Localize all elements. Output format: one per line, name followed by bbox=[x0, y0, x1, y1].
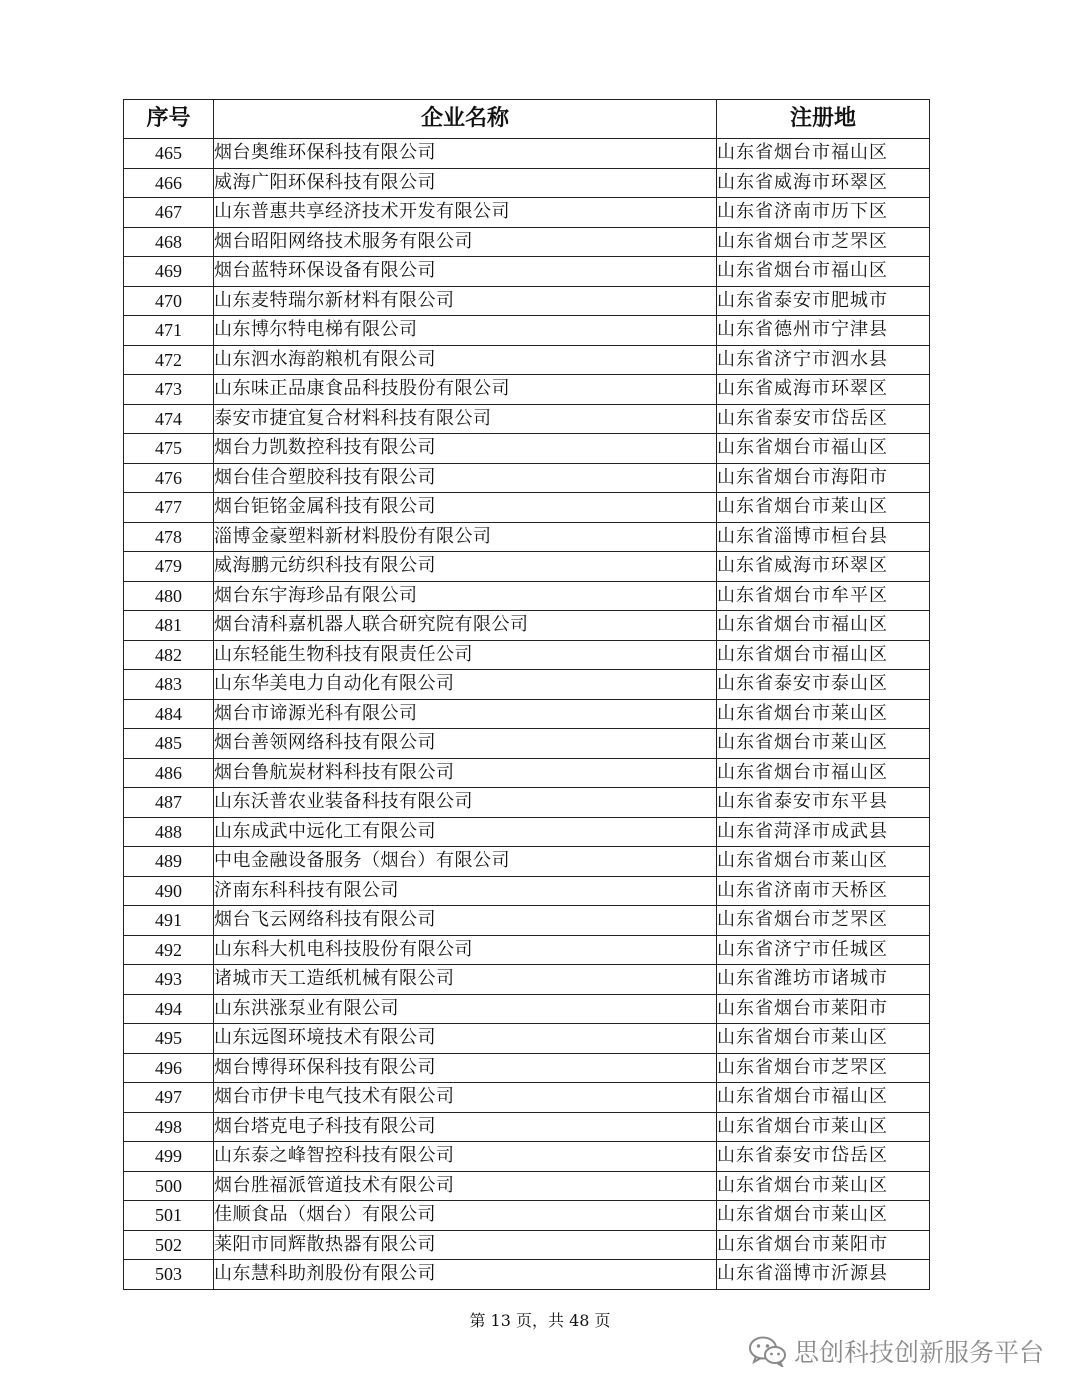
registered-location-cell: 山东省烟台市莱山区 bbox=[717, 729, 930, 759]
company-name-cell: 诸城市天工造纸机械有限公司 bbox=[214, 965, 717, 995]
company-name-cell: 山东麦特瑞尔新材料有限公司 bbox=[214, 286, 717, 316]
table-row bbox=[124, 640, 930, 670]
registered-location-cell: 山东省烟台市莱山区 bbox=[717, 847, 930, 877]
registered-location-cell: 山东省济南市天桥区 bbox=[717, 876, 930, 906]
registered-location-cell: 山东省烟台市莱阳市 bbox=[717, 1230, 930, 1260]
table-row bbox=[124, 1112, 930, 1142]
table-row bbox=[124, 670, 930, 700]
company-name-cell: 山东洪涨泵业有限公司 bbox=[214, 994, 717, 1024]
registered-location-cell: 山东省泰安市东平县 bbox=[717, 788, 930, 818]
serial-cell: 503 bbox=[124, 1260, 214, 1290]
table-row bbox=[124, 552, 930, 582]
table-row bbox=[124, 1171, 930, 1201]
table-row bbox=[124, 906, 930, 936]
serial-cell: 467 bbox=[124, 198, 214, 228]
registered-location-cell: 山东省烟台市莱阳市 bbox=[717, 994, 930, 1024]
serial-cell: 478 bbox=[124, 522, 214, 552]
registered-location-cell: 山东省烟台市莱山区 bbox=[717, 493, 930, 523]
registered-location-cell: 山东省济南市历下区 bbox=[717, 198, 930, 228]
serial-cell: 488 bbox=[124, 817, 214, 847]
serial-cell: 466 bbox=[124, 168, 214, 198]
company-name-cell: 山东泗水海韵粮机有限公司 bbox=[214, 345, 717, 375]
table-row bbox=[124, 1053, 930, 1083]
company-name-cell: 佳顺食品（烟台）有限公司 bbox=[214, 1201, 717, 1231]
table-row bbox=[124, 994, 930, 1024]
company-name-cell: 烟台钜铭金属科技有限公司 bbox=[214, 493, 717, 523]
registered-location-cell: 山东省烟台市牟平区 bbox=[717, 581, 930, 611]
enterprise-table bbox=[123, 99, 930, 1290]
serial-cell: 496 bbox=[124, 1053, 214, 1083]
registered-location-cell: 山东省烟台市莱山区 bbox=[717, 1171, 930, 1201]
registered-location-cell: 山东省泰安市泰山区 bbox=[717, 670, 930, 700]
serial-cell: 486 bbox=[124, 758, 214, 788]
registered-location-cell: 山东省潍坊市诸城市 bbox=[717, 965, 930, 995]
registered-location-cell: 山东省烟台市莱山区 bbox=[717, 1112, 930, 1142]
table-row bbox=[124, 581, 930, 611]
registered-location-cell: 山东省烟台市莱山区 bbox=[717, 1024, 930, 1054]
serial-cell: 477 bbox=[124, 493, 214, 523]
serial-cell: 472 bbox=[124, 345, 214, 375]
company-name-cell: 济南东科科技有限公司 bbox=[214, 876, 717, 906]
serial-cell: 502 bbox=[124, 1230, 214, 1260]
page-number: 第 13 页，共 48 页 bbox=[469, 1311, 611, 1330]
table-row bbox=[124, 788, 930, 818]
registered-location-cell: 山东省烟台市福山区 bbox=[717, 611, 930, 641]
company-name-cell: 烟台清科嘉机器人联合研究院有限公司 bbox=[214, 611, 717, 641]
company-name-cell: 烟台塔克电子科技有限公司 bbox=[214, 1112, 717, 1142]
company-name-cell: 淄博金豪塑料新材料股份有限公司 bbox=[214, 522, 717, 552]
registered-location-cell: 山东省淄博市桓台县 bbox=[717, 522, 930, 552]
company-name-cell: 烟台胜福派管道技术有限公司 bbox=[214, 1171, 717, 1201]
header-company-name: 企业名称 bbox=[214, 100, 717, 139]
registered-location-cell: 山东省烟台市芝罘区 bbox=[717, 906, 930, 936]
table-row bbox=[124, 493, 930, 523]
registered-location-cell: 山东省烟台市福山区 bbox=[717, 434, 930, 464]
serial-cell: 485 bbox=[124, 729, 214, 759]
serial-cell: 479 bbox=[124, 552, 214, 582]
table-row bbox=[124, 729, 930, 759]
table-row bbox=[124, 316, 930, 346]
company-name-cell: 烟台佳合塑胶科技有限公司 bbox=[214, 463, 717, 493]
table-row bbox=[124, 1024, 930, 1054]
table-row bbox=[124, 1260, 930, 1290]
company-name-cell: 威海鹏元纺织科技有限公司 bbox=[214, 552, 717, 582]
registered-location-cell: 山东省烟台市福山区 bbox=[717, 257, 930, 287]
table-row bbox=[124, 375, 930, 405]
serial-cell: 484 bbox=[124, 699, 214, 729]
registered-location-cell: 山东省淄博市沂源县 bbox=[717, 1260, 930, 1290]
serial-cell: 501 bbox=[124, 1201, 214, 1231]
company-name-cell: 烟台昭阳网络技术服务有限公司 bbox=[214, 227, 717, 257]
registered-location-cell: 山东省烟台市莱山区 bbox=[717, 1201, 930, 1231]
table-row bbox=[124, 876, 930, 906]
serial-cell: 481 bbox=[124, 611, 214, 641]
serial-cell: 500 bbox=[124, 1171, 214, 1201]
serial-cell: 468 bbox=[124, 227, 214, 257]
header-registered-location: 注册地 bbox=[717, 100, 930, 139]
company-name-cell: 烟台奥维环保科技有限公司 bbox=[214, 139, 717, 169]
registered-location-cell: 山东省济宁市任城区 bbox=[717, 935, 930, 965]
serial-cell: 492 bbox=[124, 935, 214, 965]
table-row bbox=[124, 1201, 930, 1231]
table-row bbox=[124, 198, 930, 228]
company-name-cell: 烟台博得环保科技有限公司 bbox=[214, 1053, 717, 1083]
serial-cell: 482 bbox=[124, 640, 214, 670]
company-name-cell: 山东成武中远化工有限公司 bbox=[214, 817, 717, 847]
registered-location-cell: 山东省济宁市泗水县 bbox=[717, 345, 930, 375]
table-row bbox=[124, 404, 930, 434]
registered-location-cell: 山东省烟台市福山区 bbox=[717, 640, 930, 670]
company-name-cell: 中电金融设备服务（烟台）有限公司 bbox=[214, 847, 717, 877]
company-name-cell: 莱阳市同辉散热器有限公司 bbox=[214, 1230, 717, 1260]
company-name-cell: 山东华美电力自动化有限公司 bbox=[214, 670, 717, 700]
serial-cell: 499 bbox=[124, 1142, 214, 1172]
table-row bbox=[124, 847, 930, 877]
table-row bbox=[124, 168, 930, 198]
table-row bbox=[124, 434, 930, 464]
company-name-cell: 烟台飞云网络科技有限公司 bbox=[214, 906, 717, 936]
table-row bbox=[124, 139, 930, 169]
wechat-icon bbox=[748, 1335, 788, 1367]
serial-cell: 487 bbox=[124, 788, 214, 818]
table-row bbox=[124, 463, 930, 493]
company-name-cell: 烟台力凯数控科技有限公司 bbox=[214, 434, 717, 464]
company-name-cell: 山东博尔特电梯有限公司 bbox=[214, 316, 717, 346]
watermark-text: 思创科技创新服务平台 bbox=[793, 1338, 1044, 1367]
table-row bbox=[124, 817, 930, 847]
registered-location-cell: 山东省菏泽市成武县 bbox=[717, 817, 930, 847]
company-name-cell: 山东沃普农业装备科技有限公司 bbox=[214, 788, 717, 818]
table-row bbox=[124, 935, 930, 965]
serial-cell: 490 bbox=[124, 876, 214, 906]
company-name-cell: 烟台市谛源光科有限公司 bbox=[214, 699, 717, 729]
company-name-cell: 山东味正品康食品科技股份有限公司 bbox=[214, 375, 717, 405]
watermark bbox=[748, 1333, 1044, 1369]
table-row bbox=[124, 1083, 930, 1113]
company-name-cell: 烟台蓝特环保设备有限公司 bbox=[214, 257, 717, 287]
table-row bbox=[124, 257, 930, 287]
registered-location-cell: 山东省烟台市福山区 bbox=[717, 1083, 930, 1113]
company-name-cell: 山东泰之峰智控科技有限公司 bbox=[214, 1142, 717, 1172]
company-name-cell: 山东慧科助剂股份有限公司 bbox=[214, 1260, 717, 1290]
company-name-cell: 山东科大机电科技股份有限公司 bbox=[214, 935, 717, 965]
registered-location-cell: 山东省烟台市芝罘区 bbox=[717, 227, 930, 257]
company-name-cell: 烟台善领网络科技有限公司 bbox=[214, 729, 717, 759]
serial-cell: 476 bbox=[124, 463, 214, 493]
table-row bbox=[124, 227, 930, 257]
table-row bbox=[124, 286, 930, 316]
serial-cell: 498 bbox=[124, 1112, 214, 1142]
table-row bbox=[124, 1142, 930, 1172]
serial-cell: 495 bbox=[124, 1024, 214, 1054]
registered-location-cell: 山东省泰安市岱岳区 bbox=[717, 404, 930, 434]
serial-cell: 475 bbox=[124, 434, 214, 464]
registered-location-cell: 山东省威海市环翠区 bbox=[717, 375, 930, 405]
registered-location-cell: 山东省威海市环翠区 bbox=[717, 552, 930, 582]
company-name-cell: 烟台市伊卡电气技术有限公司 bbox=[214, 1083, 717, 1113]
serial-cell: 483 bbox=[124, 670, 214, 700]
table-row bbox=[124, 758, 930, 788]
serial-cell: 491 bbox=[124, 906, 214, 936]
header-serial: 序号 bbox=[124, 100, 214, 139]
serial-cell: 493 bbox=[124, 965, 214, 995]
registered-location-cell: 山东省烟台市福山区 bbox=[717, 139, 930, 169]
table-row bbox=[124, 611, 930, 641]
company-name-cell: 威海广阳环保科技有限公司 bbox=[214, 168, 717, 198]
serial-cell: 465 bbox=[124, 139, 214, 169]
registered-location-cell: 山东省泰安市肥城市 bbox=[717, 286, 930, 316]
serial-cell: 489 bbox=[124, 847, 214, 877]
serial-cell: 471 bbox=[124, 316, 214, 346]
table-body bbox=[124, 139, 930, 1290]
registered-location-cell: 山东省威海市环翠区 bbox=[717, 168, 930, 198]
serial-cell: 497 bbox=[124, 1083, 214, 1113]
registered-location-cell: 山东省烟台市福山区 bbox=[717, 758, 930, 788]
table-row bbox=[124, 699, 930, 729]
company-name-cell: 山东远图环境技术有限公司 bbox=[214, 1024, 717, 1054]
registered-location-cell: 山东省德州市宁津县 bbox=[717, 316, 930, 346]
registered-location-cell: 山东省烟台市海阳市 bbox=[717, 463, 930, 493]
company-name-cell: 烟台鲁航炭材料科技有限公司 bbox=[214, 758, 717, 788]
table-row bbox=[124, 965, 930, 995]
serial-cell: 470 bbox=[124, 286, 214, 316]
serial-cell: 474 bbox=[124, 404, 214, 434]
company-name-cell: 山东普惠共享经济技术开发有限公司 bbox=[214, 198, 717, 228]
serial-cell: 494 bbox=[124, 994, 214, 1024]
company-name-cell: 烟台东宇海珍品有限公司 bbox=[214, 581, 717, 611]
company-name-cell: 泰安市捷宜复合材料科技有限公司 bbox=[214, 404, 717, 434]
table-row bbox=[124, 522, 930, 552]
serial-cell: 480 bbox=[124, 581, 214, 611]
registered-location-cell: 山东省泰安市岱岳区 bbox=[717, 1142, 930, 1172]
table-row bbox=[124, 345, 930, 375]
registered-location-cell: 山东省烟台市芝罘区 bbox=[717, 1053, 930, 1083]
serial-cell: 473 bbox=[124, 375, 214, 405]
table-row bbox=[124, 1230, 930, 1260]
serial-cell: 469 bbox=[124, 257, 214, 287]
company-name-cell: 山东轻能生物科技有限责任公司 bbox=[214, 640, 717, 670]
registered-location-cell: 山东省烟台市莱山区 bbox=[717, 699, 930, 729]
table-header-row bbox=[124, 100, 930, 139]
